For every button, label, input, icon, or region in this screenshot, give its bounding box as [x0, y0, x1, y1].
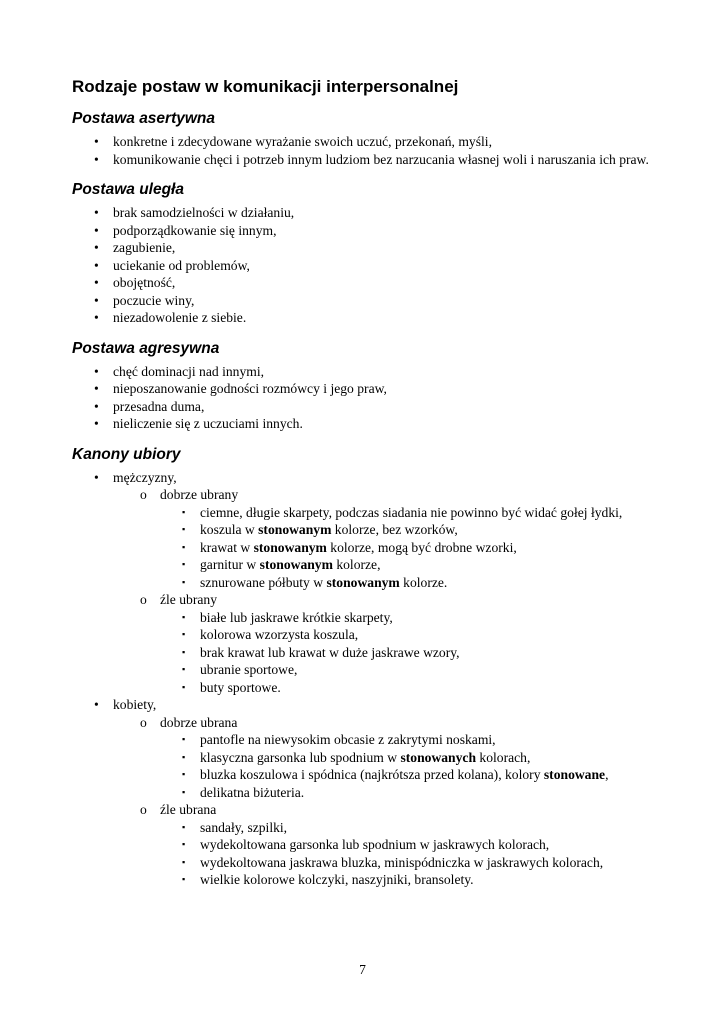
list-item-text: delikatna biżuteria.: [200, 784, 305, 800]
list-item: [182, 766, 665, 784]
bullet-marker: •: [94, 381, 99, 396]
list-item-text: przesadna duma,: [113, 398, 205, 414]
list-item: [140, 591, 665, 609]
list-item-text: mężczyzny,: [113, 469, 177, 485]
list-item-text: klasyczna garsonka lub spodnium w stonowanych kolorach,: [200, 749, 531, 765]
list-item-text: dobrze ubrany: [160, 487, 239, 502]
list-item: [94, 239, 665, 257]
list-item: [182, 731, 665, 749]
bullet-marker: ▪: [182, 751, 186, 762]
list-item-text: ciemne, długie skarpety, podczas siadania nie powinno być widać gołej łydki,: [200, 504, 623, 520]
list-item-text: konkretne i zdecydowane wyrażanie swoich uczuć, przekonań, myśli,: [113, 134, 492, 149]
list-item: [94, 292, 665, 310]
bullet-marker: •: [94, 222, 99, 238]
list-item: [182, 626, 665, 644]
bullet-marker: ▪: [182, 769, 186, 779]
list-item: [182, 504, 665, 522]
bullet-marker: ▪: [182, 734, 186, 744]
bullet-marker: o: [140, 802, 147, 817]
list-item-text: sandały, szpilki,: [200, 819, 288, 835]
list-item: [94, 274, 665, 292]
list-item-text: uciekanie od problemów,: [113, 257, 250, 273]
list-item-text: źle ubrana: [160, 802, 217, 817]
list-item: [182, 556, 665, 574]
bullet-marker: •: [94, 398, 99, 414]
list-item: [94, 309, 665, 327]
list-item: [182, 784, 665, 802]
list-item-text: koszula w stonowanym kolorze, bez wzorków,: [200, 522, 458, 537]
list-item: [140, 801, 665, 819]
list-item-text: chęć dominacji nad innymi,: [113, 363, 264, 379]
list-item: [182, 574, 665, 592]
list-item-text: nieliczenie się z uczuciami innych.: [113, 416, 303, 431]
list-item: [94, 398, 665, 416]
bullet-marker: ▪: [182, 611, 186, 622]
list-item: [182, 539, 665, 557]
list-item: [94, 151, 665, 169]
section-heading: Kanony ubiory: [72, 445, 181, 463]
list-item: [140, 714, 665, 732]
bullet-marker: o: [140, 714, 147, 730]
bullet-marker: •: [94, 469, 99, 485]
list-item-text: pantofle na niewysokim obcasie z zakrytymi noskami,: [200, 732, 496, 747]
list-item: [182, 819, 665, 837]
list-item: [182, 871, 665, 889]
list-item: [94, 204, 665, 222]
list-item: [94, 469, 665, 487]
bullet-marker: o: [140, 487, 147, 502]
list-item-text: buty sportowe.: [200, 679, 281, 695]
section-heading: Postawa agresywna: [72, 339, 220, 357]
bullet-marker: ▪: [182, 576, 186, 587]
list-item-text: dobrze ubrana: [160, 714, 238, 730]
list-item: [182, 836, 665, 854]
bullet-marker: ▪: [182, 524, 186, 534]
bullet-marker: ▪: [182, 874, 186, 884]
list-item: [94, 696, 665, 714]
list-item-text: zagubienie,: [113, 240, 176, 255]
bullet-marker: •: [94, 205, 99, 220]
list-item: [182, 679, 665, 697]
list-item: [140, 486, 665, 504]
list-item: [182, 661, 665, 679]
bullet-marker: •: [94, 275, 99, 290]
bullet-marker: •: [94, 292, 99, 308]
list-item-text: podporządkowanie się innym,: [113, 222, 277, 238]
bullet-marker: ▪: [182, 541, 186, 552]
bullet-marker: •: [94, 363, 99, 379]
bullet-marker: ▪: [182, 559, 186, 569]
list-item-text: brak krawat lub krawat w duże jaskrawe wzory,: [200, 644, 460, 660]
bullet-marker: •: [94, 310, 99, 325]
list-item-text: wydekoltowana garsonka lub spodnium w jaskrawych kolorach,: [200, 837, 550, 852]
list-item-text: brak samodzielności w działaniu,: [113, 205, 295, 220]
list-item-text: kolorowa wzorzysta koszula,: [200, 627, 359, 642]
list-item-text: komunikowanie chęci i potrzeb innym ludziom bez narzucania własnej woli i naruszania ich praw.: [113, 151, 649, 167]
bullet-marker: •: [94, 697, 99, 712]
bullet-marker: o: [140, 592, 147, 607]
section-heading: Postawa asertywna: [72, 110, 216, 127]
list-item: [94, 133, 665, 151]
list-item-text: poczucie winy,: [113, 292, 195, 308]
list-item-text: sznurowane półbuty w stonowanym kolorze.: [200, 574, 448, 590]
list-item-text: ubranie sportowe,: [200, 662, 298, 677]
list-item-text: obojętność,: [113, 275, 176, 290]
bullet-marker: ▪: [182, 786, 186, 797]
bullet-marker: ▪: [182, 664, 186, 674]
list-item: [182, 609, 665, 627]
bullet-marker: ▪: [182, 856, 186, 867]
document-title: Rodzaje postaw w komunikacji interpersonalnej: [72, 77, 459, 96]
list-item: [182, 644, 665, 662]
page-number: 7: [359, 961, 366, 977]
bullet-marker: ▪: [182, 821, 186, 832]
list-item: [94, 257, 665, 275]
bullet-marker: ▪: [182, 506, 186, 517]
list-item-text: niezadowolenie z siebie.: [113, 310, 247, 325]
bullet-marker: •: [94, 151, 99, 167]
bullet-marker: •: [94, 240, 99, 255]
list-item-text: białe lub jaskrawe krótkie skarpety,: [200, 609, 393, 625]
sections-container: [72, 109, 665, 889]
list-item-text: źle ubrany: [160, 592, 217, 607]
list-item-text: wydekoltowana jaskrawa bluzka, minispódniczka w jaskrawych kolorach,: [200, 854, 604, 870]
section-heading: Postawa uległa: [72, 181, 184, 198]
bullet-marker: •: [94, 416, 99, 431]
list-item-text: nieposzanowanie godności rozmówcy i jego praw,: [113, 381, 387, 396]
bullet-marker: ▪: [182, 646, 186, 657]
list-item: [182, 749, 665, 767]
list-item-text: kobiety,: [113, 697, 157, 712]
list-item-text: bluzka koszulowa i spódnica (najkrótsza przed kolana), kolory stonowane,: [200, 767, 609, 782]
list-item-text: wielkie kolorowe kolczyki, naszyjniki, bransolety.: [200, 872, 474, 887]
bullet-marker: •: [94, 257, 99, 273]
list-item: [182, 854, 665, 872]
bullet-marker: ▪: [182, 839, 186, 849]
list-item-text: garnitur w stonowanym kolorze,: [200, 557, 381, 572]
bullet-marker: •: [94, 134, 99, 149]
list-item: [94, 380, 665, 398]
list-item: [94, 363, 665, 381]
list-item-text: krawat w stonowanym kolorze, mogą być drobne wzorki,: [200, 539, 517, 555]
bullet-marker: ▪: [182, 629, 186, 639]
list-item: [182, 521, 665, 539]
list-item: [94, 415, 665, 433]
list-item: [94, 222, 665, 240]
bullet-marker: ▪: [182, 681, 186, 692]
